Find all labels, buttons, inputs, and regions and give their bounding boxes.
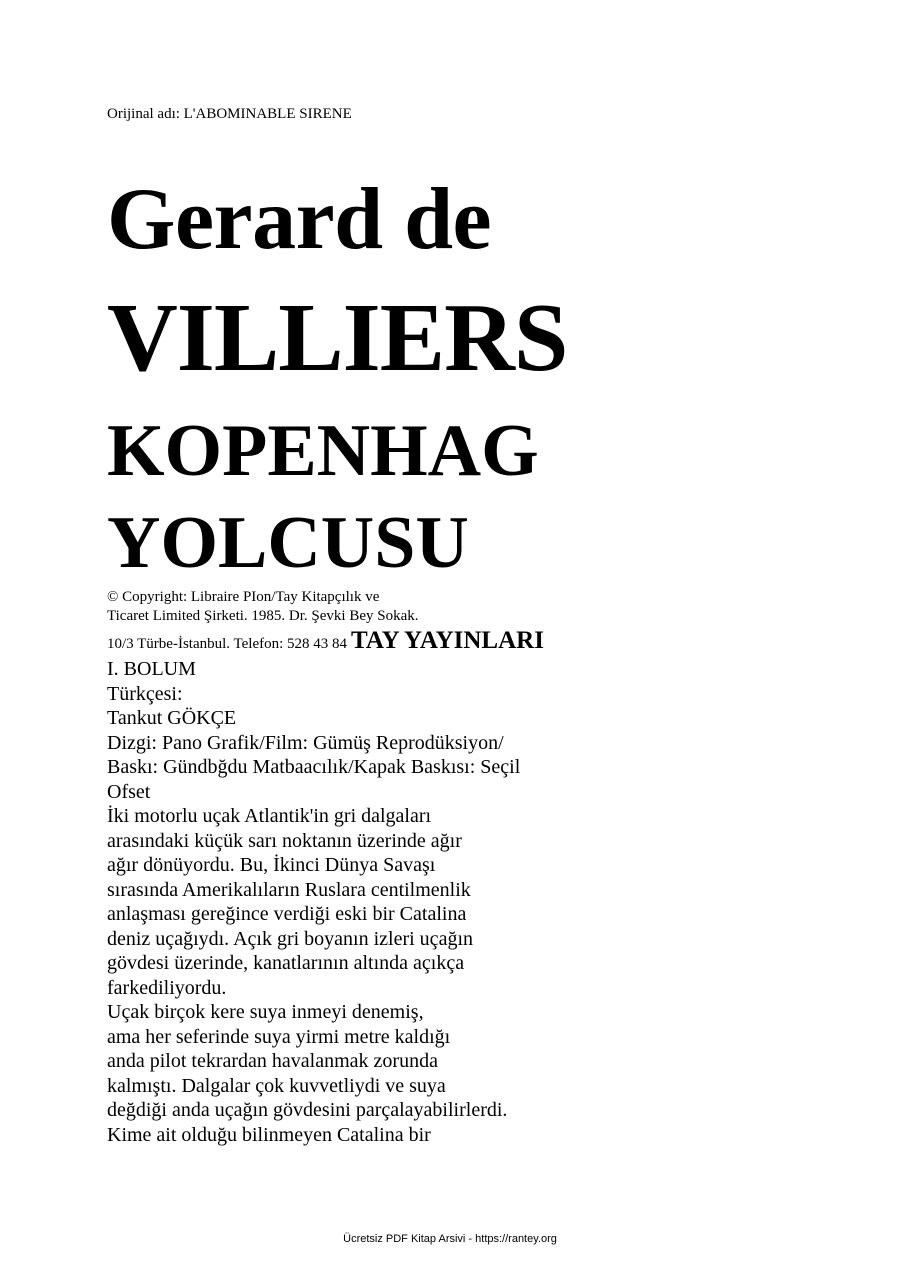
text-line: Türkçesi:	[107, 682, 183, 705]
book-title-line-1: KOPENHAG	[107, 410, 539, 492]
text-line: Tankut GÖKÇE	[107, 707, 237, 729]
text-line: Uçak birçok kere suya inmeyi denemiş,	[107, 1001, 424, 1023]
text-line: Ofset	[107, 780, 151, 803]
text-line: farkediliyordu.	[107, 976, 227, 999]
copyright-line-3	[107, 627, 544, 655]
text-line: sırasında Amerikalıların Ruslara centilmenlik	[107, 878, 471, 901]
text-line: Baskı: Gündbğdu Matbaacılık/Kapak Baskısı: Seçil	[107, 756, 521, 778]
page-footer: Ücretsiz PDF Kitap Arsivi - https://rantey.org	[343, 1233, 557, 1245]
text-line: Kime ait olduğu bilinmeyen Catalina bir	[107, 1123, 431, 1146]
author-last-name: VILLIERS	[107, 284, 568, 392]
body-text	[107, 657, 807, 1147]
text-line: ama her seferinde suya yirmi metre kaldığı	[107, 1025, 451, 1048]
author-first-name: Gerard de	[107, 171, 492, 268]
text-line: kalmıştı. Dalgalar çok kuvvetliydi ve suya	[107, 1074, 446, 1097]
text-line: İki motorlu uçak Atlantik'in gri dalgaları	[107, 805, 432, 827]
text-line: ağır dönüyordu. Bu, İkinci Dünya Savaşı	[107, 854, 436, 876]
text-line: gövdesi üzerinde, kanatlarının altında açıkça	[107, 952, 465, 974]
copyright-line-1: © Copyright: Libraire PIon/Tay Kitapçılık ve	[107, 589, 380, 605]
text-line: değdiği anda uçağın gövdesini parçalayabilirlerdi.	[107, 1099, 508, 1121]
text-line: anda pilot tekrardan havalanmak zorunda	[107, 1050, 438, 1072]
publisher-name: TAY YAYINLARI	[351, 627, 544, 654]
text-line: Dizgi: Pano Grafik/Film: Gümüş Reprodüksiyon/	[107, 731, 504, 754]
text-line: deniz uçağıydı. Açık gri boyanın izleri uçağın	[107, 927, 473, 950]
copyright-line-2: Ticaret Limited Şirketi. 1985. Dr. Şevki Bey Sokak.	[107, 608, 419, 624]
copyright-address: 10/3 Türbe-İstanbul. Telefon: 528 43 84	[107, 636, 348, 652]
book-title-line-2: YOLCUSU	[107, 502, 469, 584]
chapter-heading: I. BOLUM	[107, 658, 196, 680]
text-line: arasındaki küçük sarı noktanın üzerinde ağır	[107, 829, 462, 852]
text-line: anlaşması gereğince verdiği eski bir Catalina	[107, 903, 467, 925]
original-title: Orijinal adı: L'ABOMINABLE SIRENE	[107, 106, 352, 122]
